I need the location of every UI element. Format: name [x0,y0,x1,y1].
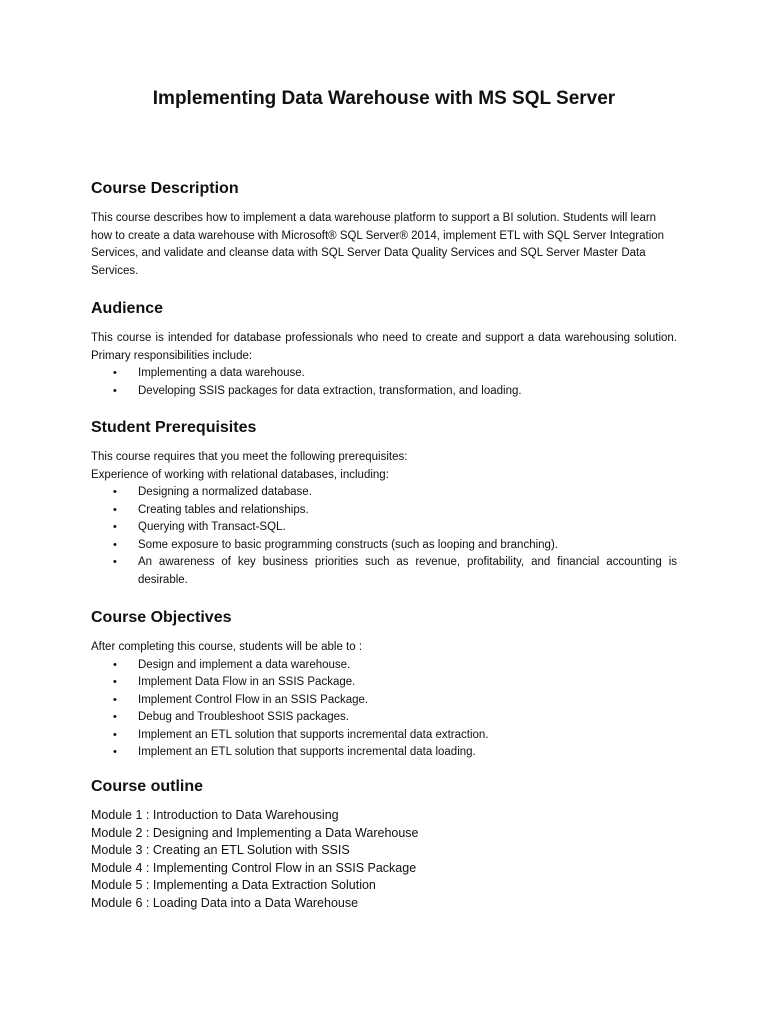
prerequisites-experience: Experience of working with relational databases, including: [91,468,389,481]
list-item: • Design and implement a data warehouse. [91,657,677,675]
list-item: • An awareness of key business priorities such as revenue, profitability, and financial accounting is desirable. [113,556,677,586]
list-item: • Debug and Troubleshoot SSIS packages. [91,709,677,727]
list-item: • Implement Control Flow in an SSIS Package. [91,692,677,710]
course-description-text: This course describes how to implement a data warehouse platform to support a BI solution. Students will learn how to create a data warehouse with Microsoft® SQL Server® 2014, implement ETL with SQL Server Integration Services, and validate and cleanse data with SQL Server Data Quality Services and SQL Server Master Data Services. [91,212,665,277]
module-item: Module 5 : Implementing a Data Extraction Solution [91,878,376,892]
objectives-bullet-list [91,657,677,762]
document-title: Implementing Data Warehouse with MS SQL Server [152,88,616,109]
bullet-icon: • [113,676,117,688]
bullet-icon: • [113,503,117,516]
list-item: • Implement Data Flow in an SSIS Package. [91,674,677,692]
outline-section [91,776,677,912]
bullet-icon: • [113,693,117,706]
bullet-icon: • [113,367,117,379]
prerequisites-heading: Student Prerequisites [91,419,257,436]
audience-section [91,298,677,400]
bullet-icon: • [113,746,117,758]
objectives-intro: After completing this course, students will be able to : [91,641,363,653]
bullet-icon: • [113,486,117,498]
bullet-icon: • [113,538,117,551]
list-item: • Developing SSIS packages for data extraction, transformation, and loading. [91,383,677,401]
module-item: Module 1 : Introduction to Data Warehousing [91,808,339,822]
module-item: Module 4 : Implementing Control Flow in an SSIS Package [91,860,417,875]
module-list [91,807,677,912]
prerequisites-intro: This course requires that you meet the following prerequisites: [91,451,408,463]
audience-heading: Audience [91,300,164,317]
prerequisites-section [91,417,677,589]
prerequisites-bullet-list [91,484,677,589]
module-item: Module 2 : Designing and Implementing a Data Warehouse [91,825,419,840]
outline-heading: Course outline [91,778,204,795]
list-item: • Some exposure to basic programming constructs (such as looping and branching). [91,537,677,555]
bullet-icon: • [113,556,117,568]
bullet-icon: • [113,521,117,533]
audience-bullet-list [91,365,677,400]
module-item: Module 3 : Creating an ETL Solution with SSIS [91,843,350,857]
bullet-icon: • [113,658,117,671]
course-description-section [91,178,677,280]
course-description-heading: Course Description [91,180,239,197]
bullet-icon: • [113,711,117,723]
list-item: • Designing a normalized database. [91,484,677,502]
list-item: • Implement an ETL solution that supports incremental data loading. [91,744,677,762]
list-item: • Implementing a data warehouse. [91,365,677,383]
bullet-icon: • [113,728,117,741]
list-item: • Implement an ETL solution that supports incremental data extraction. [91,727,677,745]
list-item: • Creating tables and relationships. [91,502,677,520]
objectives-section [91,607,677,762]
audience-text: This course is intended for database professionals who need to create and support a data warehousing solution. Primary responsibilities include: [91,332,677,362]
objectives-heading: Course Objectives [91,609,232,626]
bullet-icon: • [113,384,117,397]
list-item: • Querying with Transact-SQL. [91,519,677,537]
module-item: Module 6 : Loading Data into a Data Warehouse [91,895,359,910]
